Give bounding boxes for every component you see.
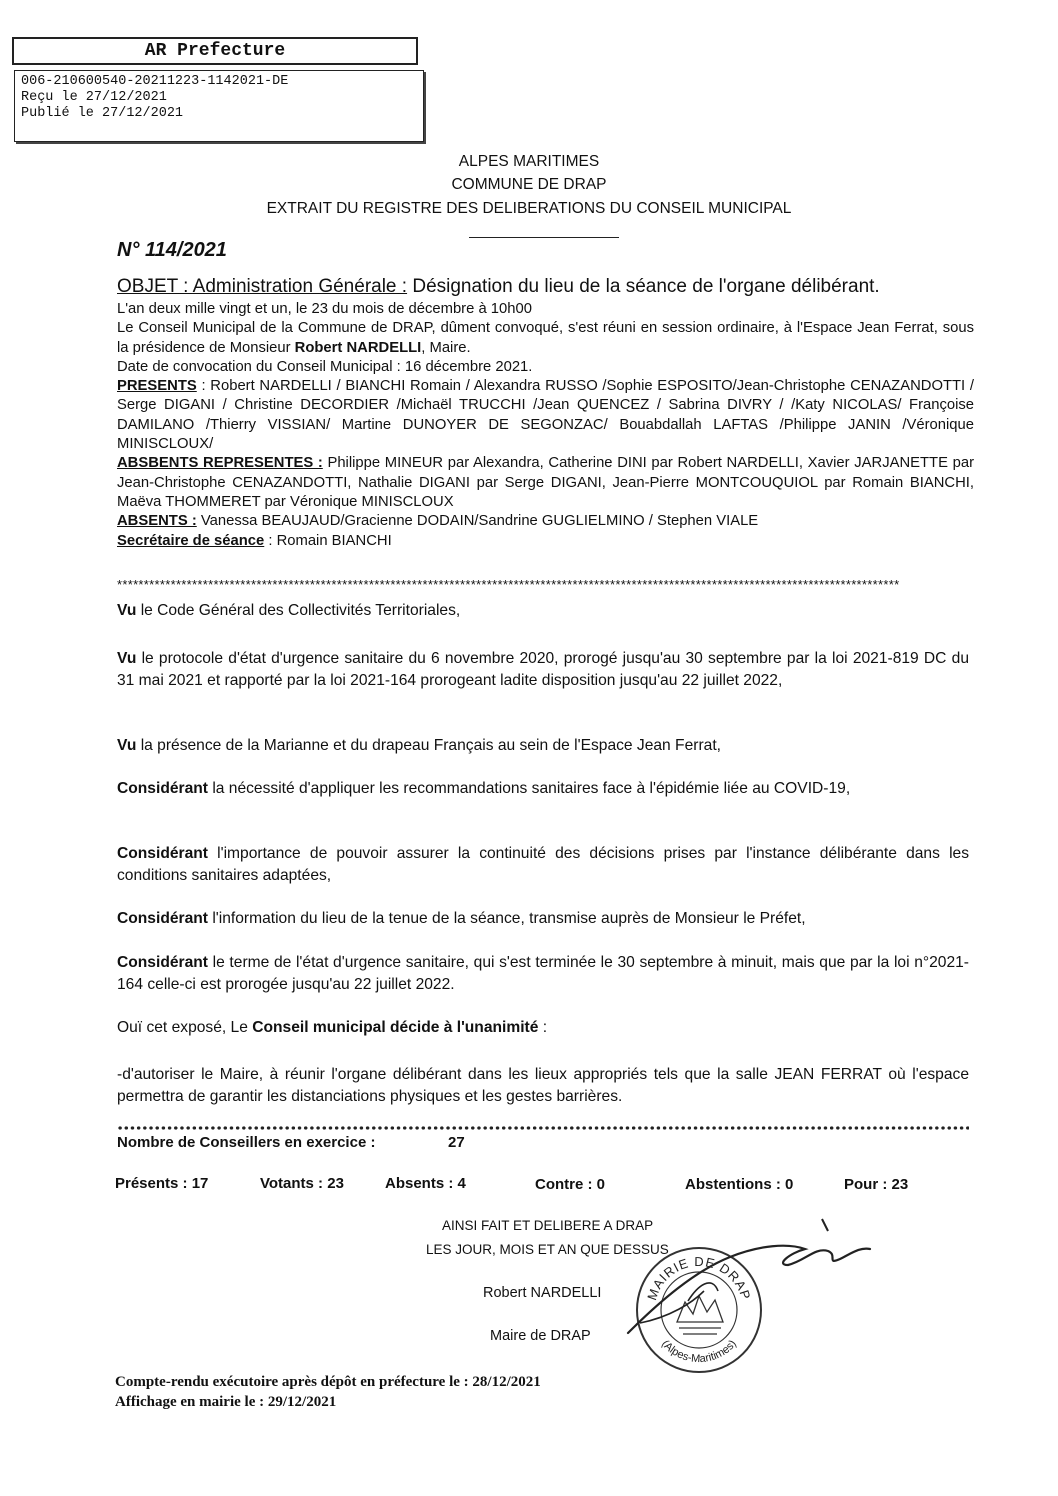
star-separator: ************************************************************************************************************************************************** — [117, 577, 900, 592]
svg-text:(Alpes-Maritimes): (Alpes-Maritimes) — [659, 1337, 739, 1366]
svg-text:MAIRIE DE DRAP: MAIRIE DE DRAP — [644, 1253, 754, 1303]
affichage-line: Affichage en mairie le : 29/12/2021 — [115, 1394, 337, 1410]
convocation-date: Date de convocation du Conseil Municipal : 16 décembre 2021. — [117, 358, 533, 375]
ar-received-date: Reçu le 27/12/2021 — [21, 90, 167, 105]
objet-line — [117, 276, 997, 298]
vote-presents: Présents : 17 — [115, 1175, 209, 1192]
consideration-4: Considérant la nécessité d'appliquer les recommandations sanitaires face à l'épidémie liée au COVID-19, — [117, 780, 851, 797]
objet-text: Désignation du lieu de la séance de l'organe délibérant. — [407, 276, 880, 297]
consideration-7: Considérant le terme de l'état d'urgence sanitaire, qui s'est terminée le 30 septembre à minuit, mais que par la loi n°2021-164 celle-ci est prorogée jusqu'au 22 juillet 2022. — [117, 954, 969, 993]
dotted-separator — [117, 1125, 969, 1131]
consideration-5: Considérant l'importance de pouvoir assurer la continuité des décisions prises par l'instance délibérante dans les conditions sanitaires adaptées, — [117, 845, 969, 884]
signature-line-2: LES JOUR, MOIS ET AN QUE DESSUS — [426, 1242, 669, 1257]
absents-representes-list: ABSBENTS REPRESENTES : Philippe MINEUR par Alexandra, Catherine DINI par Robert NARDELLI, Xavier JARJANETTE par Jean-Christophe CENAZANDOTTI, Nathalie DIGANI par Serge DIGANI, Jean-Pierre MONTCOUQUIOL par Romain BIANCHI, Maëva THOMMERET par Véronique MINISCLOUX — [117, 455, 975, 510]
vote-abstentions: Abstentions : 0 — [685, 1176, 794, 1193]
mayor-title: Maire de DRAP — [490, 1328, 591, 1344]
signature-line-1: AINSI FAIT ET DELIBERE A DRAP — [442, 1218, 654, 1233]
vote-contre: Contre : 0 — [535, 1176, 606, 1193]
department-heading: ALPES MARITIMES — [458, 153, 600, 170]
session-date: L'an deux mille vingt et un, le 23 du mois de décembre à 10h00 — [117, 301, 532, 317]
session-convocation: Le Conseil Municipal de la Commune de DRAP, dûment convoqué, s'est réuni en session ordinaire, à l'Espace Jean Ferrat, sous la présidence de Monsieur Robert NARDELLI, Maire. — [117, 320, 974, 356]
absents-list: ABSENTS : Vanessa BEAUJAUD/Gracienne DODAIN/Sandrine GUGLIELMINO / Stephen VIALE — [117, 513, 759, 530]
consideration-6: Considérant l'information du lieu de la tenue de la séance, transmise auprès de Monsieur le Préfet, — [117, 910, 806, 927]
consideration-2: Vu le protocole d'état d'urgence sanitaire du 6 novembre 2020, prorogé jusqu'au 30 septembre par la loi 2021-819 DC du 31 mai 2021 et rapporté par la loi 2021-164 prorogeant ladite disposition jusqu'au 22 juillet 2022, — [117, 650, 969, 689]
decision-line: Ouï cet exposé, Le Conseil municipal décide à l'unanimité : — [117, 1019, 548, 1036]
mayor-signature — [600, 1205, 890, 1345]
consideration-1: Vu le Code Général des Collectivités Territoriales, — [117, 602, 461, 619]
vote-absents: Absents : 4 — [385, 1175, 466, 1192]
vote-pour: Pour : 23 — [844, 1176, 909, 1193]
ar-prefecture-details — [14, 70, 424, 142]
secretaire-line: Secrétaire de séance : Romain BIANCHI — [117, 532, 392, 549]
vote-votants: Votants : 23 — [260, 1175, 344, 1192]
conseillers-value: 27 — [448, 1134, 465, 1151]
ar-published-date: Publié le 27/12/2021 — [21, 106, 184, 121]
session-intro — [117, 300, 974, 551]
deliberation-number: N° 114/2021 — [117, 239, 227, 261]
resolution-text: -d'autoriser le Maire, à réunir l'organe délibérant dans les lieux appropriés tels que la salle JEAN FERRAT où l'espace permettra de garantir les distanciations physiques et les gestes barrières. — [117, 1066, 969, 1105]
executoire-line: Compte-rendu exécutoire après dépôt en préfecture le : 28/12/2021 — [115, 1374, 541, 1390]
commune-heading: COMMUNE DE DRAP — [451, 176, 607, 193]
objet-label: OBJET : Administration Générale : — [117, 276, 408, 297]
conseillers-label: Nombre de Conseillers en exercice : — [117, 1134, 376, 1151]
register-heading: EXTRAIT DU REGISTRE DES DELIBERATIONS DU CONSEIL MUNICIPAL — [266, 200, 792, 217]
consideration-3: Vu la présence de la Marianne et du drapeau Français au sein de l'Espace Jean Ferrat, — [117, 737, 721, 754]
ar-reference: 006-210600540-20211223-1142021-DE — [21, 74, 289, 89]
mayor-name: Robert NARDELLI — [483, 1285, 602, 1301]
presents-list: PRESENTS : Robert NARDELLI / BIANCHI Romain / Alexandra RUSSO /Sophie ESPOSITO/Jean-Christophe CENAZANDOTTI / Serge DIGANI / Christine DECORDIER /Michaël TRUCCHI /Jean QUENCEZ / Sabrina DIVRY / /Katy NICOLAS/ Françoise DAMILANO /Thierry VISSIAN/ Martine DUNOYER DE SEGONZAC/ Bouabdallah LAFTAS /Philippe JANIN /Véronique MINISCLOUX/ — [117, 378, 974, 453]
header-divider — [469, 237, 619, 238]
ar-prefecture-title: AR Prefecture — [12, 37, 418, 65]
